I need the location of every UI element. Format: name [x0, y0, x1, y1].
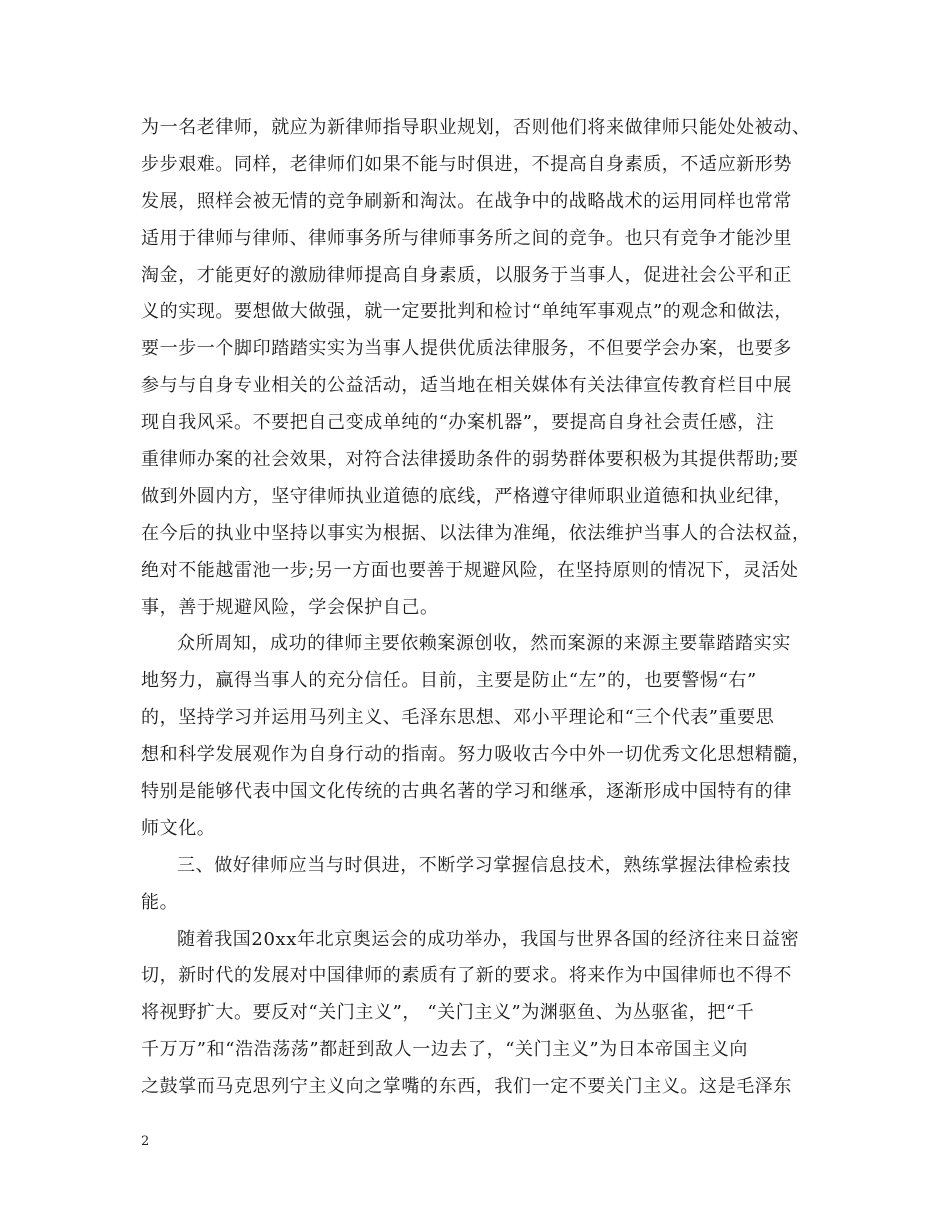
text-line: 千万万”和“浩浩荡荡”都赶到敌人一边去了，“关门主义”为日本帝国主义向: [141, 1039, 749, 1061]
text-line: 特别是能够代表中国文化传统的古典名著的学习和继承，逐渐形成中国特有的律: [141, 781, 792, 803]
text-line: 将视野扩大。要反对“关门主义”， “关门主义”为渊驱鱼、为丛驱雀，把“千: [141, 1002, 755, 1024]
text-line: 地努力，赢得当事人的充分信任。目前，主要是防止“左”的，也要警惕“右”: [141, 670, 757, 692]
text-line: 在今后的执业中坚持以事实为根据、以法律为准绳，依法维护当事人的合法权益，: [141, 522, 811, 544]
text-line: 切，新时代的发展对中国律师的素质有了新的要求。将来作为中国律师也不得不: [141, 965, 792, 987]
paragraph-first-line: 随着我国20xx年北京奥运会的成功举办，我国与世界各国的经济往来日益密: [177, 928, 800, 950]
text-line: 做到外圆内方，坚守律师执业道德的底线，严格遵守律师职业道德和执业纪律，: [141, 485, 792, 507]
text-line: 事，善于规避风险，学会保护自己。: [141, 596, 439, 618]
text-line: 适用于律师与律师、律师事务所与律师事务所之间的竞争。也只有竞争才能沙里: [141, 227, 792, 249]
text-line: 的，坚持学习并运用马列主义、毛泽东思想、邓小平理论和“三个代表”重要思: [141, 707, 775, 729]
text-line: 义的实现。要想做大做强，就一定要批判和检讨“单纯军事观点”的观念和做法，: [141, 301, 794, 323]
text-line: 淘金，才能更好的激励律师提高自身素质，以服务于当事人，促进社会公平和正: [141, 264, 792, 286]
text-line: 为一名老律师，就应为新律师指导职业规划，否则他们将来做律师只能处处被动、: [141, 117, 811, 138]
text-line: 绝对不能越雷池一步;另一方面也要善于规避风险，在坚持原则的情况下，灵活处: [141, 559, 799, 581]
text-line: 能。: [141, 891, 179, 913]
text-line: 重律师办案的社会效果，对符合法律援助条件的弱势群体要积极为其提供帮助;要: [141, 449, 799, 471]
text-line: 想和科学发展观作为自身行动的指南。努力吸收古今中外一切优秀文化思想精髓，: [141, 744, 811, 766]
paragraph-first-line: 三、做好律师应当与时俱进，不断学习掌握信息技术，熟练掌握法律检索技: [177, 854, 791, 876]
text-line: 参与与自身专业相关的公益活动，适当地在相关媒体有关法律宣传教育栏目中展: [141, 375, 792, 397]
text-line: 要一步一个脚印踏踏实实为当事人提供优质法律服务，不但要学会办案，也要多: [141, 338, 792, 360]
text-line: 师文化。: [141, 817, 216, 839]
text-line: 之鼓掌而马克思列宁主义向之掌嘴的东西，我们一定不要关门主义。这是毛泽东: [141, 1076, 792, 1098]
page-number: 2: [141, 1134, 150, 1149]
paragraph-first-line: 众所周知，成功的律师主要依赖案源创收，然而案源的来源主要靠踏踏实实: [177, 633, 791, 655]
text-line: 现自我风采。不要把自己变成单纯的“办案机器”，要提高自身社会责任感，注: [141, 412, 775, 434]
document-body: [141, 110, 811, 1106]
text-line: 步步艰难。同样，老律师们如果不能与时俱进，不提高自身素质，不适应新形势: [141, 153, 792, 175]
text-line: 发展，照样会被无情的竞争刷新和淘汰。在战争中的战略战术的运用同样也常常: [141, 190, 792, 212]
